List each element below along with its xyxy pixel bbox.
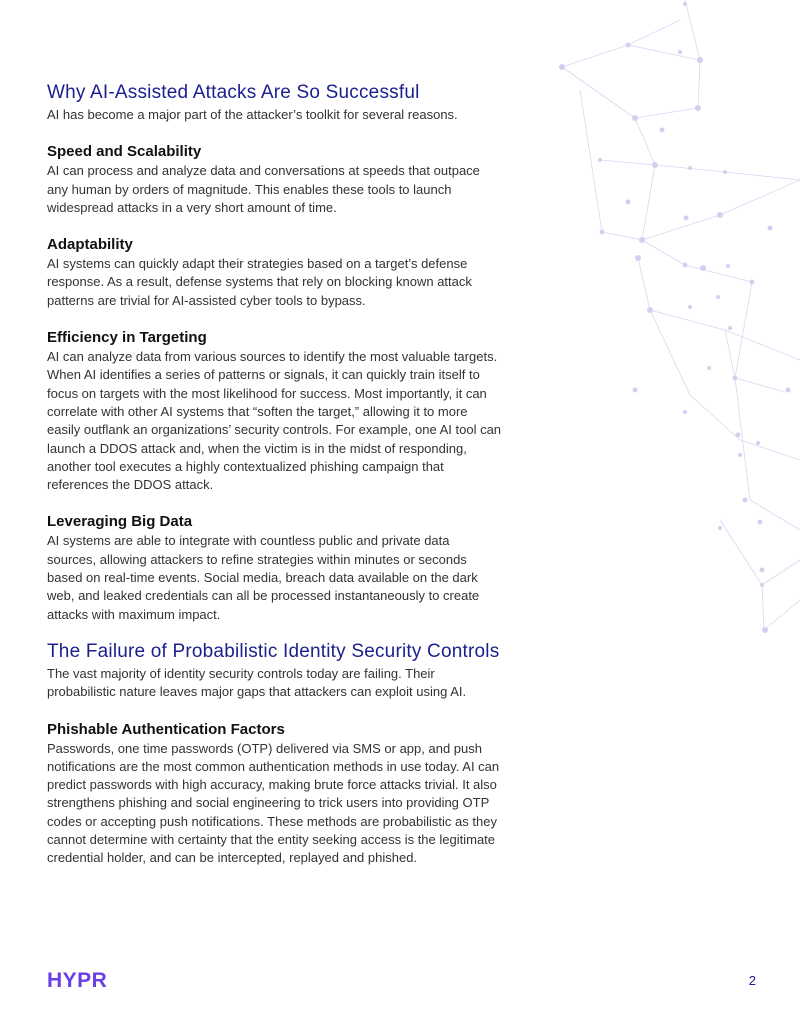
paragraph-adaptability: AI systems can quickly adapt their strategies based on a target’s defense response. As a result, defense systems that rely on blocking known attack patterns are trivial for AI-assisted cyber tools to bypass.: [47, 256, 472, 308]
network-background-graphic: [540, 0, 800, 680]
paragraph-speed: AI can process and analyze data and conversations at speeds that outpace any human by orders of magnitude. This enables these tools to launch widespread attacks in a very short amount of time.: [47, 163, 480, 215]
logo-text: HYPR: [47, 969, 108, 990]
section-title-probabilistic: The Failure of Probabilistic Identity Security Controls: [47, 640, 500, 662]
subheading-big-data: Leveraging Big Data: [47, 513, 193, 531]
paragraph-targeting: AI can analyze data from various sources to identify the most valuable targets. When AI identifies a series of patterns or signals, it can quickly train itself to focus on targets with the most likelihood for success. Most importantly, it can correlate with other AI systems that “soften the target,” allowing it to more easily outflank an organizations’ security controls. For example, one AI tool can launch a DDOS attack and, when the victim is in the midst of responding, another tool executes a highly contextualized phishing campaign that references the DDOS attack.: [47, 349, 502, 493]
subheading-speed: Speed and Scalability: [47, 143, 202, 161]
document-body: [47, 80, 502, 868]
paragraph-phishable: Passwords, one time passwords (OTP) delivered via SMS or app, and push notifications are the most common authentication methods in use today. AI can predict passwords with high accuracy, making brute force attacks trivial. It also strengthens phishing and social engineering to trick users into providing OTP codes or accepting push notifications. These methods are probabilistic as they cannot determine with certainty that the entity seeking access is the legitimate credential holder, and can be intercepted, replayed and phished.: [47, 740, 500, 866]
subheading-adaptability: Adaptability: [47, 236, 133, 254]
page-number: 2: [748, 973, 756, 988]
section-intro-2: The vast majority of identity security controls today are failing. Their probabilistic nature leaves major gaps that attackers can exploit using AI.: [47, 665, 467, 700]
hypr-logo: [47, 968, 111, 990]
subheading-targeting: Efficiency in Targeting: [47, 329, 207, 347]
paragraph-big-data: AI systems are able to integrate with countless public and private data sources, allowing attackers to refine strategies within minutes or seconds based on real-time events. Social media, breach data available on the dark web, and leaked credentials can all be processed instantaneously to create attacks with maximum impact.: [47, 533, 480, 622]
section-title-ai-attacks: Why AI-Assisted Attacks Are So Successful: [47, 82, 420, 103]
section-intro: AI has become a major part of the attacker’s toolkit for several reasons.: [47, 107, 458, 122]
subheading-phishable: Phishable Authentication Factors: [47, 720, 285, 738]
